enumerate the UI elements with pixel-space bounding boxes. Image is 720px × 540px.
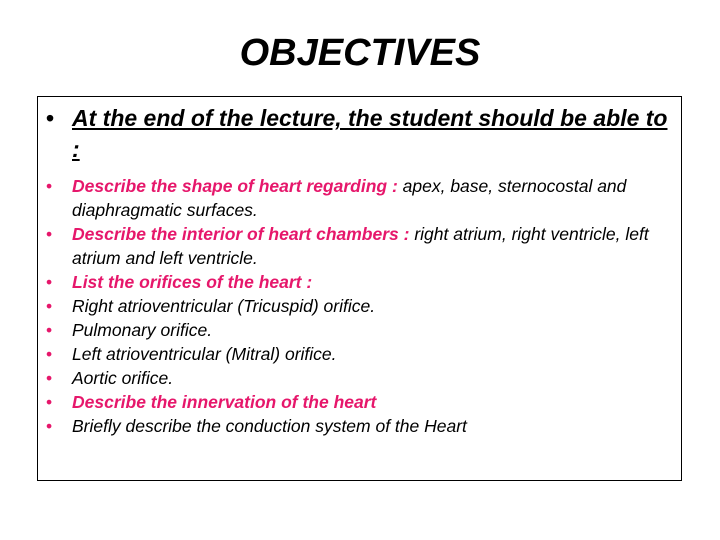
item-highlight: List the orifices of the heart : [72, 272, 313, 292]
list-item [46, 174, 676, 222]
lead-statement [46, 103, 676, 165]
list-item [46, 342, 676, 366]
list-item [46, 294, 676, 318]
objectives-list [46, 174, 676, 438]
item-highlight: Describe the interior of heart chambers : [72, 224, 415, 244]
bullet: • [46, 368, 53, 388]
bullet: • [46, 105, 55, 131]
list-item [46, 318, 676, 342]
objectives-box [37, 96, 682, 481]
item-text: Left atrioventricular (Mitral) orifice. [72, 344, 337, 364]
bullet: • [46, 344, 53, 364]
list-item [46, 414, 676, 438]
item-highlight: Describe the shape of heart regarding : [72, 176, 403, 196]
item-text: apex, base, sternocostal and diaphragmatic surfaces. [72, 176, 627, 220]
bullet: • [46, 392, 53, 412]
bullet: • [46, 272, 53, 292]
list-item [46, 390, 676, 414]
list-item [46, 270, 676, 294]
bullet: • [46, 416, 53, 436]
item-text: Briefly describe the conduction system of the Heart [72, 416, 467, 436]
item-text: Right atrioventricular (Tricuspid) orifice. [72, 296, 376, 316]
lead-text: At the end of the lecture, the student should be able to : [72, 105, 668, 162]
item-highlight: Describe the innervation of the heart [72, 392, 377, 412]
bullet: • [46, 224, 53, 244]
list-item [46, 222, 676, 270]
bullet: • [46, 176, 53, 196]
bullet: • [46, 320, 53, 340]
item-text: right atrium, right ventricle, left atrium and left ventricle. [72, 224, 649, 268]
slide-title: OBJECTIVES [239, 32, 481, 74]
item-text: Aortic orifice. [72, 368, 174, 388]
list-item [46, 366, 676, 390]
item-text: Pulmonary orifice. [72, 320, 213, 340]
bullet: • [46, 296, 53, 316]
